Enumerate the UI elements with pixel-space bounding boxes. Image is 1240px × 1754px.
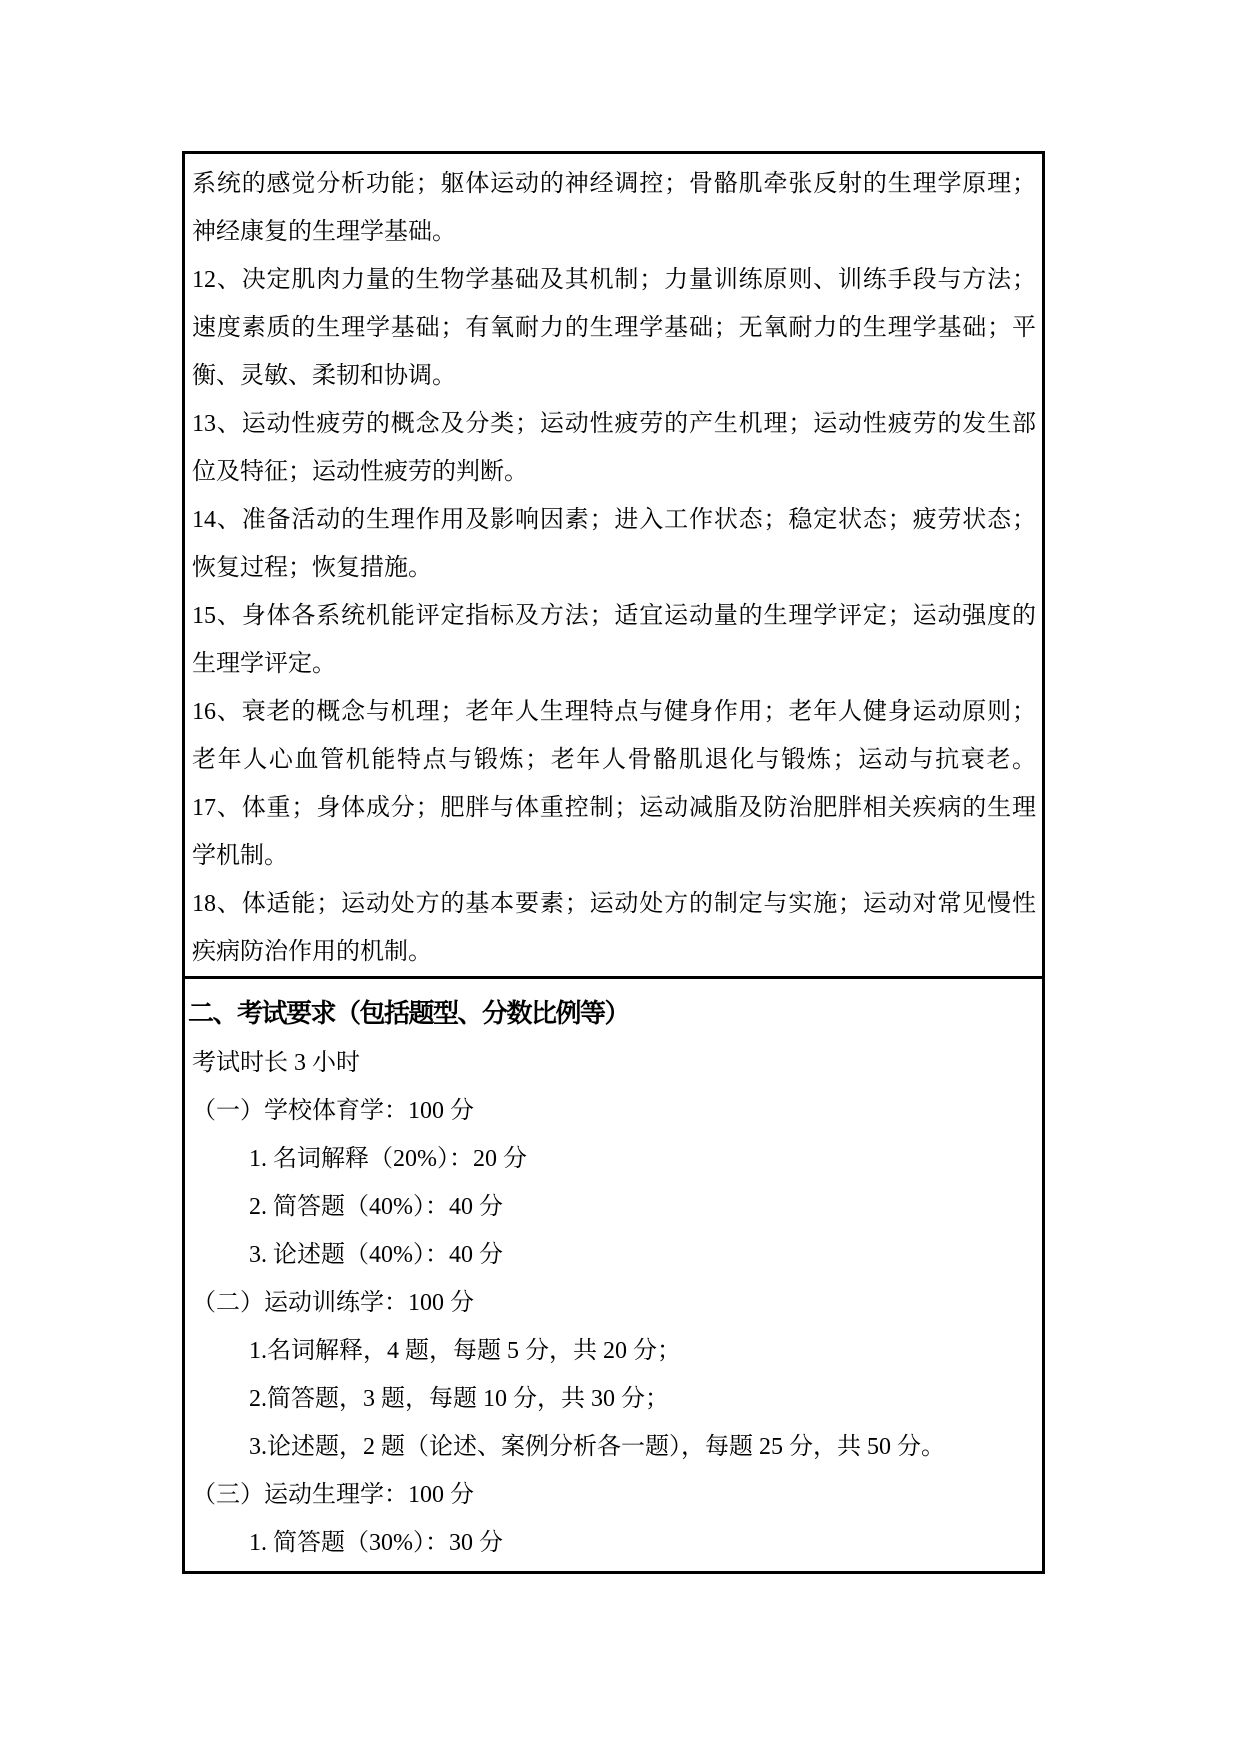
content-line: 疾病防治作用的机制。 — [192, 939, 432, 965]
content-line: 17、体重；身体成分；肥胖与体重控制；运动减脂及防治肥胖相关疾病的生理 — [192, 795, 1036, 821]
content-line: 生理学评定。 — [192, 651, 336, 677]
requirement-line: 1. 简答题（30%）：30 分 — [249, 1530, 503, 1556]
content-line: 16、衰老的概念与机理；老年人生理特点与健身作用；老年人健身运动原则； — [192, 699, 1036, 725]
content-line: 神经康复的生理学基础。 — [192, 219, 456, 245]
requirement-line: 1. 名词解释（20%）：20 分 — [249, 1146, 527, 1172]
requirement-line: 2.简答题，3 题，每题 10 分，共 30 分； — [249, 1386, 669, 1412]
requirement-line: 1.名词解释，4 题，每题 5 分，共 20 分； — [249, 1338, 681, 1364]
content-line: 速度素质的生理学基础；有氧耐力的生理学基础；无氧耐力的生理学基础；平 — [192, 315, 1036, 341]
content-line: 系统的感觉分析功能；躯体运动的神经调控；骨骼肌牵张反射的生理学原理； — [192, 171, 1036, 197]
content-line: 14、准备活动的生理作用及影响因素；进入工作状态；稳定状态；疲劳状态； — [192, 507, 1036, 533]
content-line: 衡、灵敏、柔韧和协调。 — [192, 363, 456, 389]
content-line: 恢复过程；恢复措施。 — [192, 555, 432, 581]
requirement-line: 3.论述题，2 题（论述、案例分析各一题），每题 25 分，共 50 分。 — [249, 1434, 945, 1460]
exam-syllabus-table — [182, 151, 1045, 1574]
content-line: 12、决定肌肉力量的生物学基础及其机制；力量训练原则、训练手段与方法； — [192, 267, 1036, 293]
content-line: 学机制。 — [192, 843, 288, 869]
content-line: 老年人心血管机能特点与锻炼；老年人骨骼肌退化与锻炼；运动与抗衰老。 — [192, 747, 1036, 773]
content-line: 15、身体各系统机能评定指标及方法；适宜运动量的生理学评定；运动强度的 — [192, 603, 1036, 629]
requirement-line: 考试时长 3 小时 — [192, 1050, 360, 1076]
requirement-line: （二）运动训练学：100 分 — [192, 1290, 474, 1316]
requirement-line: 3. 论述题（40%）：40 分 — [249, 1242, 503, 1268]
content-line: 位及特征；运动性疲劳的判断。 — [192, 459, 528, 485]
content-line: 13、运动性疲劳的概念及分类；运动性疲劳的产生机理；运动性疲劳的发生部 — [192, 411, 1036, 437]
requirement-line: 2. 简答题（40%）：40 分 — [249, 1194, 503, 1220]
exam-requirements-cell — [185, 979, 1042, 1571]
exam-content-cell — [185, 154, 1042, 979]
requirement-line: （三）运动生理学：100 分 — [192, 1482, 474, 1508]
requirements-heading: 二、考试要求（包括题型、分数比例等） — [188, 998, 630, 1028]
requirement-line: （一）学校体育学：100 分 — [192, 1098, 474, 1124]
content-line: 18、体适能；运动处方的基本要素；运动处方的制定与实施；运动对常见慢性 — [192, 891, 1036, 917]
